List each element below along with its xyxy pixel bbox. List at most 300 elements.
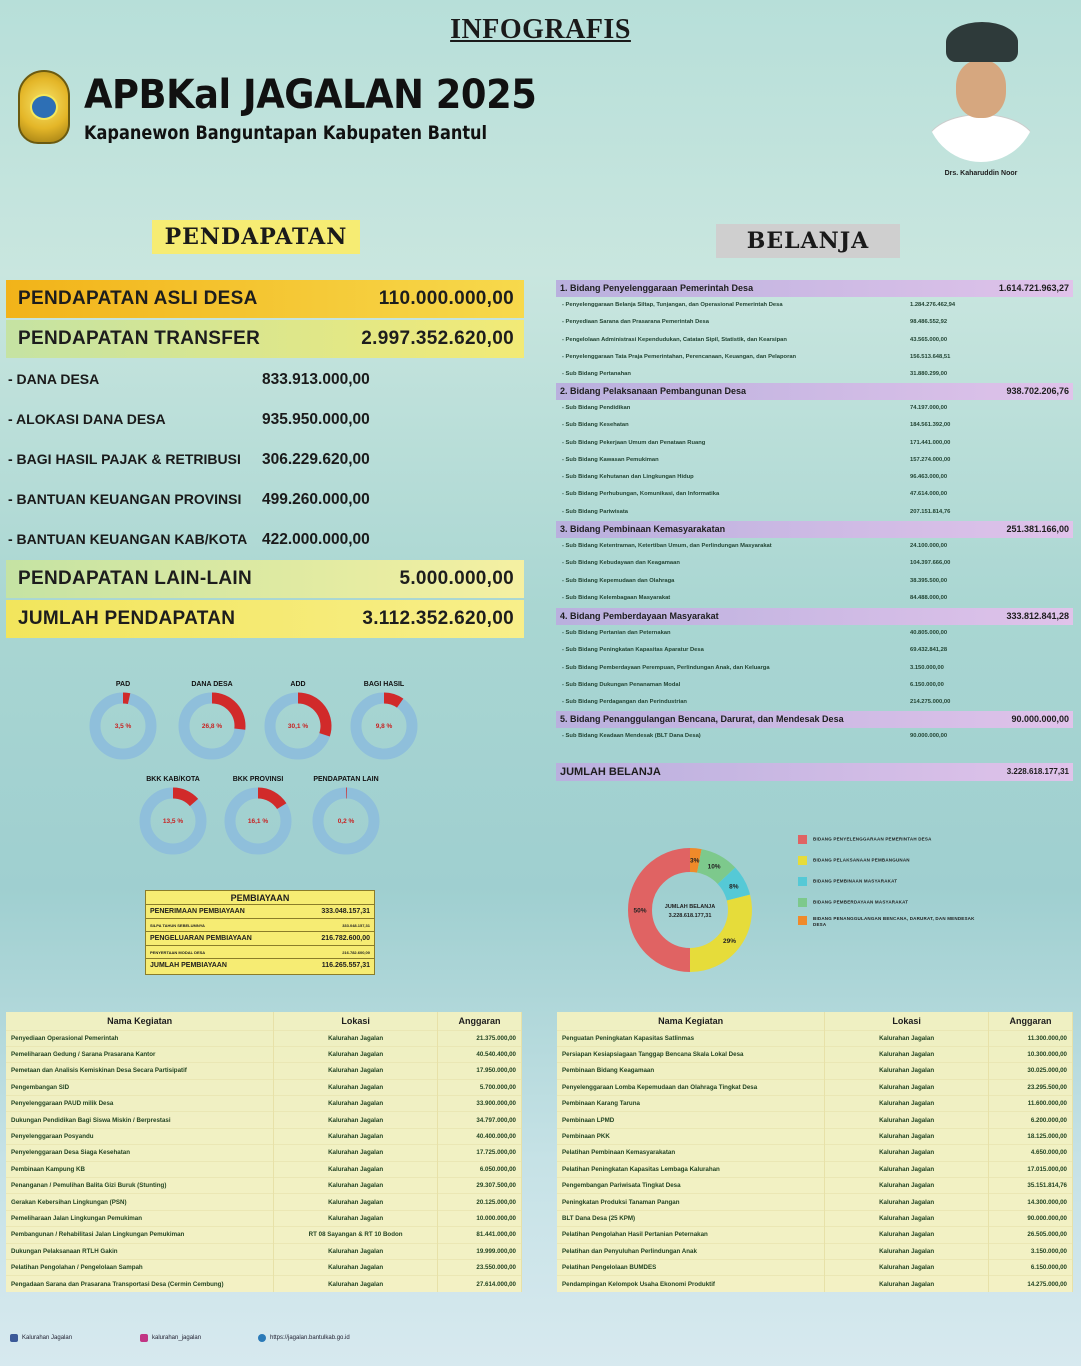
sub-bidang-label: - Sub Bidang Pariwisata xyxy=(562,508,629,515)
kegiatan-name: Pemetaan dan Analisis Kemiskinan Desa Secara Partisipatif xyxy=(6,1063,274,1079)
website-link[interactable] xyxy=(258,1334,350,1342)
kegiatan-anggaran: 19.999.000,00 xyxy=(438,1243,522,1259)
donut-percent: 3,5 % xyxy=(114,723,132,730)
kegiatan-row xyxy=(6,1276,522,1292)
belanja-bidang-5 xyxy=(556,711,1073,745)
pendapatan-transfer-label: PENDAPATAN TRANSFER xyxy=(18,328,261,349)
sub-bidang-label: - Pengelolaan Administrasi Kependudukan, Catatan Sipil, Statistik, dan Kearsipan xyxy=(562,336,787,343)
penyertaan-value: 216.782.600,00 xyxy=(342,950,370,955)
facebook-link[interactable] xyxy=(10,1334,72,1342)
donut-segment xyxy=(123,698,129,699)
sub-bidang-value: 184.561.392,00 xyxy=(910,422,951,429)
kegiatan-name: Penyelenggaraan PAUD milik Desa xyxy=(6,1096,274,1112)
kegiatan-row xyxy=(6,1112,522,1128)
donut-percent: 9,8 % xyxy=(375,723,393,730)
sub-bidang-label: - Sub Bidang Ketentraman, Ketertiban Umum, dan Perlindungan Masyarakat xyxy=(562,543,772,549)
kegiatan-lokasi: Kalurahan Jagalan xyxy=(825,1227,989,1243)
kegiatan-table-right xyxy=(557,1012,1073,1292)
sub-bidang-label: - Sub Bidang Kehutanan dan Lingkungan Hidup xyxy=(562,474,694,481)
bidang-total: 938.702.206,76 xyxy=(1006,386,1069,396)
kegiatan-lokasi: Kalurahan Jagalan xyxy=(274,1063,438,1079)
pengeluaran-label: PENGELUARAN PEMBIAYAAN xyxy=(150,935,252,942)
kegiatan-row xyxy=(6,1063,522,1079)
income-item-value: 499.260.000,00 xyxy=(262,491,370,508)
kegiatan-anggaran: 23.295.500,00 xyxy=(989,1079,1073,1095)
kegiatan-lokasi: Kalurahan Jagalan xyxy=(825,1046,989,1062)
sub-bidang-row xyxy=(556,486,1073,503)
kegiatan-lokasi: Kalurahan Jagalan xyxy=(274,1096,438,1112)
kegiatan-lokasi: Kalurahan Jagalan xyxy=(274,1178,438,1194)
penyertaan-label: PENYERTAAN MODAL DESA xyxy=(150,950,206,955)
donut-percent: 13,5 % xyxy=(162,818,184,825)
kegiatan-name: BLT Dana Desa (25 KPM) xyxy=(557,1210,825,1226)
donut-label: PENDAPATAN LAIN xyxy=(313,776,379,783)
kegiatan-name: Pengembangan Pariwisata Tingkat Desa xyxy=(557,1178,825,1194)
belanja-donut-chart xyxy=(610,830,770,990)
kegiatan-lokasi: Kalurahan Jagalan xyxy=(825,1194,989,1210)
legend-item xyxy=(798,856,910,865)
official-photo xyxy=(926,22,1036,162)
legend-item xyxy=(798,877,897,886)
sub-bidang-row xyxy=(556,366,1073,383)
sub-bidang-label: - Sub Bidang Kawasan Pemukiman xyxy=(562,456,659,463)
legend-swatch xyxy=(798,877,807,886)
kegiatan-lokasi: Kalurahan Jagalan xyxy=(825,1079,989,1095)
kegiatan-lokasi: Kalurahan Jagalan xyxy=(274,1145,438,1161)
income-item-value: 935.950.000,00 xyxy=(262,411,370,428)
kegiatan-name: Penguatan Peningkatan Kapasitas Satlinmas xyxy=(557,1030,825,1046)
sub-bidang-value: 157.274.000,00 xyxy=(910,456,951,463)
pie-slice xyxy=(640,860,690,960)
sub-bidang-row xyxy=(556,573,1073,590)
sub-bidang-value: 1.284.276.462,94 xyxy=(910,302,956,308)
infografis-heading: INFOGRAFIS xyxy=(450,14,631,45)
sub-bidang-value: 40.805.000,00 xyxy=(910,630,948,636)
kegiatan-anggaran: 11.300.000,00 xyxy=(989,1030,1073,1046)
pendapatan-asli-value: 110.000.000,00 xyxy=(378,288,514,309)
col-anggaran: Anggaran xyxy=(989,1012,1073,1030)
kegiatan-name: Penanganan / Pemulihan Balita Gizi Buruk (Stunting) xyxy=(6,1178,274,1194)
kegiatan-lokasi: Kalurahan Jagalan xyxy=(274,1030,438,1046)
kegiatan-anggaran: 30.025.000,00 xyxy=(989,1063,1073,1079)
kegiatan-name: Dukungan Pendidikan Bagi Siswa Miskin / Berprestasi xyxy=(6,1112,274,1128)
official-name: Drs. Kaharuddin Noor xyxy=(944,170,1018,177)
sub-bidang-row xyxy=(556,332,1073,349)
income-item-label: - BANTUAN KEUANGAN KAB/KOTA xyxy=(8,531,248,547)
donut-label: BAGI HASIL xyxy=(363,681,405,688)
bidang-total: 1.614.721.963,27 xyxy=(998,283,1069,293)
donut-percent: 0,2 % xyxy=(337,818,355,825)
kegiatan-anggaran: 35.151.814,76 xyxy=(989,1178,1073,1194)
kegiatan-lokasi: Kalurahan Jagalan xyxy=(274,1194,438,1210)
kegiatan-name: Pembinaan PKK xyxy=(557,1128,825,1144)
donut-segment xyxy=(384,698,400,703)
kegiatan-anggaran: 81.441.000,00 xyxy=(438,1227,522,1243)
kegiatan-anggaran: 20.125.000,00 xyxy=(438,1194,522,1210)
bidang-title: 3. Bidang Pembinaan Kemasyarakatan xyxy=(560,524,726,534)
sub-bidang-label: - Sub Bidang Kebudayaan dan Keagamaan xyxy=(562,560,680,567)
kegiatan-anggaran: 3.150.000,00 xyxy=(989,1243,1073,1259)
pendapatan-section-label: PENDAPATAN xyxy=(152,220,360,254)
kegiatan-row xyxy=(6,1259,522,1275)
kegiatan-row xyxy=(557,1112,1073,1128)
kegiatan-name: Pemeliharaan Gedung / Sarana Prasarana Kantor xyxy=(6,1046,274,1062)
page-subtitle: Kapanewon Banguntapan Kabupaten Bantul xyxy=(84,122,488,144)
sub-bidang-row xyxy=(556,728,1073,745)
pendapatan-lain-bar xyxy=(6,560,524,598)
sub-bidang-label: - Sub Bidang Perhubungan, Komunikasi, dan Informatika xyxy=(562,491,720,498)
kegiatan-name: Pelatihan Pembinaan Kemasyarakatan xyxy=(557,1145,825,1161)
income-item xyxy=(8,491,378,513)
kegiatan-anggaran: 33.900.000,00 xyxy=(438,1096,522,1112)
jumlah-pendapatan-bar xyxy=(6,600,524,638)
sub-bidang-label: - Sub Bidang Pertanahan xyxy=(562,371,631,378)
income-item-label: - DANA DESA xyxy=(8,371,100,387)
donut-percent: 16,1 % xyxy=(247,818,269,825)
kegiatan-row xyxy=(6,1178,522,1194)
sub-bidang-value: 43.565.000,00 xyxy=(910,336,948,343)
kegiatan-anggaran: 11.600.000,00 xyxy=(989,1096,1073,1112)
kegiatan-anggaran: 14.300.000,00 xyxy=(989,1194,1073,1210)
pie-slice-label: 50% xyxy=(633,907,647,915)
kegiatan-row xyxy=(6,1194,522,1210)
kegiatan-lokasi: Kalurahan Jagalan xyxy=(274,1259,438,1275)
col-nama-kegiatan: Nama Kegiatan xyxy=(557,1012,825,1030)
sub-bidang-label: - Sub Bidang Kelembagaan Masyarakat xyxy=(562,594,671,601)
kegiatan-lokasi: Kalurahan Jagalan xyxy=(825,1161,989,1177)
kegiatan-lokasi: Kalurahan Jagalan xyxy=(274,1161,438,1177)
legend-item xyxy=(798,916,978,928)
kegiatan-row xyxy=(557,1145,1073,1161)
kegiatan-name: Pendampingan Kelompok Usaha Ekonomi Produktif xyxy=(557,1276,825,1292)
globe-icon xyxy=(258,1334,266,1342)
website-url: https://jagalan.bantulkab.go.id xyxy=(270,1335,350,1341)
income-item-value: 422.000.000,00 xyxy=(262,531,370,548)
kegiatan-lokasi: Kalurahan Jagalan xyxy=(825,1210,989,1226)
kegiatan-anggaran: 34.797.000,00 xyxy=(438,1112,522,1128)
kegiatan-name: Pembinaan Bidang Keagamaan xyxy=(557,1063,825,1079)
kegiatan-anggaran: 6.050.000,00 xyxy=(438,1161,522,1177)
sub-bidang-label: - Sub Bidang Keadaan Mendesak (BLT Dana Desa) xyxy=(562,733,701,739)
sub-bidang-row xyxy=(556,452,1073,469)
sub-bidang-row xyxy=(556,677,1073,694)
income-item-label: - BAGI HASIL PAJAK & RETRIBUSI xyxy=(8,451,241,467)
kegiatan-anggaran: 17.725.000,00 xyxy=(438,1145,522,1161)
kegiatan-row xyxy=(6,1096,522,1112)
kegiatan-name: Gerakan Kebersihan Lingkungan (PSN) xyxy=(6,1194,274,1210)
kegiatan-row xyxy=(557,1259,1073,1275)
kegiatan-lokasi: Kalurahan Jagalan xyxy=(274,1112,438,1128)
bidang-title: 1. Bidang Penyelenggaraan Pemerintah Desa xyxy=(560,283,754,293)
pie-center-label: JUMLAH BELANJA xyxy=(664,904,716,910)
kegiatan-lokasi: RT 08 Sayangan & RT 10 Bodon xyxy=(274,1227,438,1243)
col-anggaran: Anggaran xyxy=(438,1012,522,1030)
kegiatan-row xyxy=(6,1079,522,1095)
legend-swatch xyxy=(798,898,807,907)
donut-label: DANA DESA xyxy=(191,681,233,688)
kegiatan-row xyxy=(557,1046,1073,1062)
kegiatan-name: Penyelenggaraan Desa Siaga Kesehatan xyxy=(6,1145,274,1161)
sub-bidang-value: 38.395.500,00 xyxy=(910,577,948,584)
sub-bidang-value: 6.150.000,00 xyxy=(910,681,944,688)
income-item-label: - BANTUAN KEUANGAN PROVINSI xyxy=(8,491,242,507)
sub-bidang-value: 98.486.552,92 xyxy=(910,319,948,326)
legend-swatch xyxy=(798,916,807,925)
kegiatan-row xyxy=(557,1194,1073,1210)
belanja-section-label: BELANJA xyxy=(716,224,900,258)
kegiatan-lokasi: Kalurahan Jagalan xyxy=(825,1243,989,1259)
pie-center-value: 3.228.618.177,31 xyxy=(668,913,712,919)
income-item xyxy=(8,371,378,393)
kegiatan-name: Pelatihan Pengolahan / Pengelolaan Sampah xyxy=(6,1259,274,1275)
bidang-total: 333.812.841,28 xyxy=(1006,611,1069,621)
kegiatan-lokasi: Kalurahan Jagalan xyxy=(274,1079,438,1095)
page-title: APBKal JAGALAN 2025 xyxy=(84,72,537,118)
kegiatan-lokasi: Kalurahan Jagalan xyxy=(274,1210,438,1226)
pendapatan-asli-bar xyxy=(6,280,524,318)
kegiatan-row xyxy=(557,1063,1073,1079)
kegiatan-name: Pembinaan Karang Taruna xyxy=(557,1096,825,1112)
sub-bidang-row xyxy=(556,555,1073,572)
donut-percent: 26,8 % xyxy=(201,723,223,730)
bantul-emblem-logo xyxy=(18,70,70,144)
donut-label: BKK KAB/KOTA xyxy=(146,776,200,783)
kegiatan-row xyxy=(557,1128,1073,1144)
legend-label: BIDANG PENYELENGGARAAN PEMERINTAH DESA xyxy=(813,836,932,842)
sub-bidang-label: - Sub Bidang Pekerjaan Umum dan Penataan Ruang xyxy=(562,439,706,446)
kegiatan-lokasi: Kalurahan Jagalan xyxy=(825,1063,989,1079)
kegiatan-row xyxy=(557,1178,1073,1194)
kegiatan-row xyxy=(6,1243,522,1259)
kegiatan-name: Penyediaan Operasional Pemerintah xyxy=(6,1030,274,1046)
income-item xyxy=(8,451,378,473)
kegiatan-row xyxy=(557,1210,1073,1226)
kegiatan-row xyxy=(557,1243,1073,1259)
kegiatan-row xyxy=(557,1227,1073,1243)
kegiatan-name: Pelatihan dan Penyuluhan Perlindungan Anak xyxy=(557,1243,825,1259)
kegiatan-anggaran: 40.540.400,00 xyxy=(438,1046,522,1062)
sub-bidang-value: 171.441.000,00 xyxy=(910,439,951,446)
kegiatan-row xyxy=(6,1128,522,1144)
sub-bidang-label: - Penyediaan Sarana dan Prasarana Pemerintah Desa xyxy=(562,319,709,326)
kegiatan-name: Pembangunan / Rehabilitasi Jalan Lingkungan Pemukiman xyxy=(6,1227,274,1243)
sub-bidang-value: 24.100.000,00 xyxy=(910,543,948,549)
facebook-handle: Kalurahan Jagalan xyxy=(22,1335,73,1341)
kegiatan-anggaran: 27.614.000,00 xyxy=(438,1276,522,1292)
pendapatan-transfer-value: 2.997.352.620,00 xyxy=(361,328,514,349)
bidang-total: 90.000.000,00 xyxy=(1011,714,1069,724)
sub-bidang-value: 156.513.648,51 xyxy=(910,353,951,360)
legend-label: BIDANG PENANGGULANGAN BENCANA, DARURAT, DAN MENDESAK DESA xyxy=(813,916,975,927)
pendapatan-transfer-bar xyxy=(6,320,524,358)
col-lokasi: Lokasi xyxy=(825,1012,989,1030)
sub-bidang-value: 74.197.000,00 xyxy=(910,405,948,411)
pie-slice-label: 10% xyxy=(707,863,721,871)
kegiatan-name: Penyelenggaraan Posyandu xyxy=(6,1128,274,1144)
kegiatan-table-left xyxy=(6,1012,522,1292)
kegiatan-name: Pelatihan Peningkatan Kapasitas Lembaga Kalurahan xyxy=(557,1161,825,1177)
jumlah-pembiayaan-value: 116.265.557,31 xyxy=(321,962,370,969)
sub-bidang-row xyxy=(556,538,1073,555)
kegiatan-name: Pengembangan SID xyxy=(6,1079,274,1095)
sub-bidang-row xyxy=(556,590,1073,607)
income-item-value: 833.913.000,00 xyxy=(262,371,370,388)
sub-bidang-row xyxy=(556,435,1073,452)
jumlah-pendapatan-label: JUMLAH PENDAPATAN xyxy=(18,608,236,629)
kegiatan-row xyxy=(6,1210,522,1226)
kegiatan-anggaran: 23.550.000,00 xyxy=(438,1259,522,1275)
sub-bidang-value: 47.614.000,00 xyxy=(910,491,948,498)
kegiatan-name: Pelatihan Pengelolaan BUMDES xyxy=(557,1259,825,1275)
sub-bidang-row xyxy=(556,297,1073,314)
kegiatan-row xyxy=(557,1161,1073,1177)
kegiatan-name: Penyelenggaraan Lomba Kepemudaan dan Olahraga Tingkat Desa xyxy=(557,1079,825,1095)
sub-bidang-row xyxy=(556,417,1073,434)
kegiatan-lokasi: Kalurahan Jagalan xyxy=(825,1128,989,1144)
sub-bidang-value: 90.000.000,00 xyxy=(910,733,948,739)
jumlah-belanja-label: JUMLAH BELANJA xyxy=(560,766,661,778)
kegiatan-lokasi: Kalurahan Jagalan xyxy=(274,1276,438,1292)
donut-segment xyxy=(258,793,282,806)
kegiatan-lokasi: Kalurahan Jagalan xyxy=(825,1030,989,1046)
sub-bidang-value: 84.488.000,00 xyxy=(910,594,948,601)
kegiatan-lokasi: Kalurahan Jagalan xyxy=(825,1276,989,1292)
col-lokasi: Lokasi xyxy=(274,1012,438,1030)
bidang-total: 251.381.166,00 xyxy=(1006,524,1069,534)
kegiatan-lokasi: Kalurahan Jagalan xyxy=(825,1096,989,1112)
pie-slice-label: 29% xyxy=(722,938,737,946)
kegiatan-row xyxy=(557,1096,1073,1112)
legend-label: BIDANG PELAKSANAAN PEMBANGUNAN xyxy=(813,857,910,863)
kegiatan-anggaran: 21.375.000,00 xyxy=(438,1030,522,1046)
kegiatan-anggaran: 26.505.000,00 xyxy=(989,1227,1073,1243)
kegiatan-row xyxy=(557,1079,1073,1095)
sub-bidang-row xyxy=(556,660,1073,677)
legend-swatch xyxy=(798,835,807,844)
kegiatan-name: Dukungan Pelaksanaan RTLH Gakin xyxy=(6,1243,274,1259)
sub-bidang-label: - Sub Bidang Peningkatan Kapasitas Aparatur Desa xyxy=(562,647,704,654)
sub-bidang-row xyxy=(556,314,1073,331)
donut-label: ADD xyxy=(290,681,306,688)
sub-bidang-value: 96.463.000,00 xyxy=(910,474,948,481)
facebook-icon xyxy=(10,1334,18,1342)
sub-bidang-label: - Sub Bidang Pemberdayaan Perempuan, Perlindungan Anak, dan Keluarga xyxy=(562,664,770,671)
kegiatan-anggaran: 10.000.000,00 xyxy=(438,1210,522,1226)
donut-label: BKK PROVINSI xyxy=(232,776,284,783)
pie-slice-label: 8% xyxy=(729,883,739,891)
penerimaan-label: PENERIMAAN PEMBIAYAAN xyxy=(150,908,245,915)
donut-percent: 30,1 % xyxy=(287,723,309,730)
kegiatan-anggaran: 6.200.000,00 xyxy=(989,1112,1073,1128)
belanja-bidang-1 xyxy=(556,280,1073,383)
bidang-title: 4. Bidang Pemberdayaan Masyarakat xyxy=(560,611,719,621)
kegiatan-anggaran: 10.300.000,00 xyxy=(989,1046,1073,1062)
pendapatan-lain-value: 5.000.000,00 xyxy=(399,568,514,589)
sub-bidang-value: 69.432.841,28 xyxy=(910,647,948,654)
kegiatan-row xyxy=(6,1227,522,1243)
legend-swatch xyxy=(798,856,807,865)
instagram-icon xyxy=(140,1334,148,1342)
kegiatan-lokasi: Kalurahan Jagalan xyxy=(274,1243,438,1259)
income-item xyxy=(8,411,378,433)
kegiatan-name: Pengadaan Sarana dan Prasarana Transportasi Desa (Cermin Cembung) xyxy=(6,1276,274,1292)
kegiatan-anggaran: 18.125.000,00 xyxy=(989,1128,1073,1144)
sub-bidang-row xyxy=(556,625,1073,642)
income-item xyxy=(8,531,378,553)
kegiatan-anggaran: 17.015.000,00 xyxy=(989,1161,1073,1177)
kegiatan-anggaran: 29.307.500,00 xyxy=(438,1178,522,1194)
kegiatan-lokasi: Kalurahan Jagalan xyxy=(274,1046,438,1062)
sub-bidang-row xyxy=(556,504,1073,521)
sub-bidang-row xyxy=(556,349,1073,366)
belanja-bidang-3 xyxy=(556,521,1073,607)
kegiatan-anggaran: 90.000.000,00 xyxy=(989,1210,1073,1226)
sub-bidang-label: - Sub Bidang Pendidikan xyxy=(562,405,631,411)
kegiatan-name: Pemeliharaan Jalan Lingkungan Pemukiman xyxy=(6,1210,274,1226)
kegiatan-name: Peningkatan Produksi Tanaman Pangan xyxy=(557,1194,825,1210)
penerimaan-value: 333.048.157,31 xyxy=(321,908,370,915)
sub-bidang-label: - Penyelenggaraan Tata Praja Pemerintahan, Perencanaan, Keuangan, dan Pelaporan xyxy=(562,353,797,360)
kegiatan-lokasi: Kalurahan Jagalan xyxy=(825,1145,989,1161)
kegiatan-name: Pembinaan Kampung KB xyxy=(6,1161,274,1177)
legend-label: BIDANG PEMBERDAYAAN MASYARAKAT xyxy=(813,899,909,905)
sub-bidang-label: - Penyelenggaraan Belanja Siltap, Tunjangan, dan Operasional Pemerintah Desa xyxy=(562,302,783,308)
kegiatan-name: Pembinaan LPMD xyxy=(557,1112,825,1128)
kegiatan-anggaran: 40.400.000,00 xyxy=(438,1128,522,1144)
kegiatan-anggaran: 17.950.000,00 xyxy=(438,1063,522,1079)
kegiatan-anggaran: 5.700.000,00 xyxy=(438,1079,522,1095)
silpa-label: SILPA TAHUN SEBELUMNYA xyxy=(150,923,205,928)
kegiatan-row xyxy=(6,1030,522,1046)
sub-bidang-label: - Sub Bidang Perdagangan dan Perindustrian xyxy=(562,699,687,706)
instagram-handle: kalurahan_jagalan xyxy=(152,1335,202,1341)
pendapatan-lain-label: PENDAPATAN LAIN-LAIN xyxy=(18,568,252,589)
legend-item xyxy=(798,898,908,907)
sub-bidang-row xyxy=(556,694,1073,711)
income-item-label: - ALOKASI DANA DESA xyxy=(8,411,166,427)
kegiatan-anggaran: 6.150.000,00 xyxy=(989,1259,1073,1275)
kegiatan-lokasi: Kalurahan Jagalan xyxy=(825,1178,989,1194)
jumlah-pendapatan-value: 3.112.352.620,00 xyxy=(362,608,514,629)
pembiayaan-table xyxy=(145,890,375,975)
bidang-title: 2. Bidang Pelaksanaan Pembangunan Desa xyxy=(560,386,747,396)
donut-label: PAD xyxy=(115,681,131,688)
legend-label: BIDANG PEMBINAAN MASYARAKAT xyxy=(813,878,898,884)
legend-item xyxy=(798,835,932,844)
col-nama-kegiatan: Nama Kegiatan xyxy=(6,1012,274,1030)
kegiatan-row xyxy=(557,1276,1073,1292)
pengeluaran-value: 216.782.600,00 xyxy=(321,935,370,942)
belanja-bidang-4 xyxy=(556,608,1073,711)
instagram-link[interactable] xyxy=(140,1334,201,1342)
sub-bidang-value: 31.880.299,00 xyxy=(910,371,948,378)
kegiatan-name: Pelatihan Pengolahan Hasil Pertanian Peternakan xyxy=(557,1227,825,1243)
kegiatan-lokasi: Kalurahan Jagalan xyxy=(825,1259,989,1275)
kegiatan-row xyxy=(6,1145,522,1161)
kegiatan-row xyxy=(6,1046,522,1062)
kegiatan-row xyxy=(6,1161,522,1177)
sub-bidang-label: - Sub Bidang Kesehatan xyxy=(562,422,629,429)
sub-bidang-row xyxy=(556,469,1073,486)
income-item-value: 306.229.620,00 xyxy=(262,451,370,468)
sub-bidang-row xyxy=(556,400,1073,417)
jumlah-belanja-bar xyxy=(556,763,1073,781)
kegiatan-lokasi: Kalurahan Jagalan xyxy=(274,1128,438,1144)
kegiatan-row xyxy=(557,1030,1073,1046)
kegiatan-anggaran: 4.650.000,00 xyxy=(989,1145,1073,1161)
bidang-title: 5. Bidang Penanggulangan Bencana, Darurat, dan Mendesak Desa xyxy=(560,714,844,724)
belanja-bidang-2 xyxy=(556,383,1073,521)
